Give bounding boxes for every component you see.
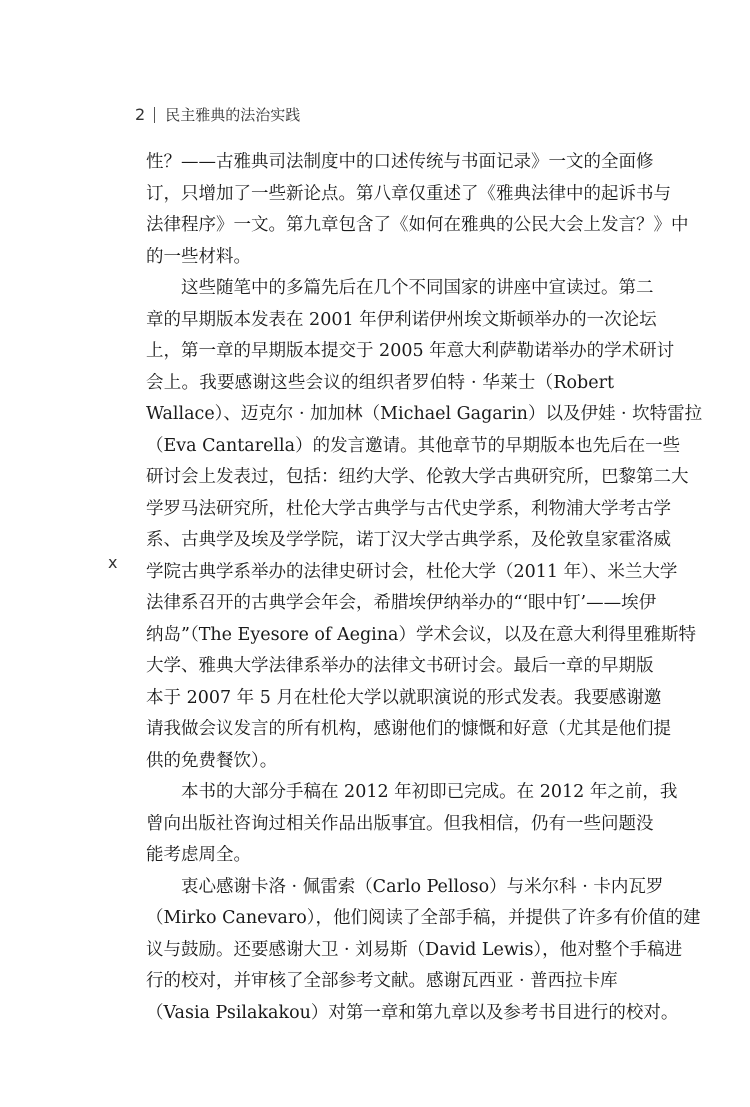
text-line: 学院古典学系举办的法律史研讨会，杜伦大学（2011 年）、米兰大学 <box>146 561 678 582</box>
text-line: Wallace）、迈克尔 · 加加林（Michael Gagarin）以及伊娃 · 坎特雷拉 <box>146 404 703 424</box>
text-line: 性？——古雅典司法制度中的口述传统与书面记录》一文的全面修 <box>146 152 654 172</box>
text-line: 纳岛”（The Eyesore of Aegina）学术会议，以及在意大利得里雅斯特 <box>146 624 696 645</box>
text-line: 议与鼓励。还要感谢大卫 · 刘易斯（David Lewis），他对整个手稿进 <box>146 939 683 960</box>
text-line: 的一些材料。 <box>146 246 251 267</box>
page-number: 2 <box>135 105 146 124</box>
text-line: 行的校对，并审核了全部参考文献。感谢瓦西亚 · 普西拉卡库 <box>146 971 618 991</box>
text-line: 这些随笔中的多篇先后在几个不同国家的讲座中宣读过。第二 <box>181 278 654 298</box>
text-line: 上，第一章的早期版本提交于 2005 年意大利萨勒诺举办的学术研讨 <box>146 341 675 361</box>
text-line: 学罗马法研究所，杜伦大学古典学与古代史学系，利物浦大学考古学 <box>146 498 671 519</box>
text-line: 本于 2007 年 5 月在杜伦大学以就职演说的形式发表。我要感谢邀 <box>146 687 662 708</box>
running-head <box>135 104 300 125</box>
margin-mark: x <box>108 553 118 572</box>
text-line: 能考虑周全。 <box>146 845 251 865</box>
text-line: 法律程序》一文。第九章包含了《如何在雅典的公民大会上发言？》中 <box>146 215 689 235</box>
text-line: （Eva Cantarella）的发言邀请。其他章节的早期版本也先后在一些 <box>146 435 681 456</box>
text-line: 订，只增加了一些新论点。第八章仅重述了《雅典法律中的起诉书与 <box>146 183 671 204</box>
body-text <box>146 147 703 1029</box>
text-line: （Mirko Canevaro），他们阅读了全部手稿，并提供了许多有价值的建 <box>146 908 701 928</box>
text-line: 衷心感谢卡洛 · 佩雷索（Carlo Pelloso）与米尔科 · 卡内瓦罗 <box>181 876 664 897</box>
text-line: 大学、雅典大学法律系举办的法律文书研讨会。最后一章的早期版 <box>146 656 654 676</box>
text-line: 本书的大部分手稿在 2012 年初即已完成。在 2012 年之前，我 <box>181 782 678 802</box>
text-line: （Vasia Psilakakou）对第一章和第九章以及参考书目进行的校对。 <box>146 1002 679 1023</box>
text-line: 请我做会议发言的所有机构，感谢他们的慷慨和好意（尤其是他们提 <box>146 719 671 739</box>
running-title: 民主雅典的法治实践 <box>165 106 301 124</box>
header-divider <box>154 107 155 123</box>
text-line: 供的免费餐饮）。 <box>146 750 278 771</box>
text-line: 研讨会上发表过，包括：纽约大学、伦敦大学古典研究所，巴黎第二大 <box>146 467 689 487</box>
text-line: 系、古典学及埃及学学院，诺丁汉大学古典学系，及伦敦皇家霍洛威 <box>146 530 671 550</box>
text-line: 曾向出版社咨询过相关作品出版事宜。但我相信，仍有一些问题没 <box>146 813 654 834</box>
text-line: 法律系召开的古典学会年会，希腊埃伊纳举办的“‘眼中钉’——埃伊 <box>146 593 657 613</box>
text-line: 会上。我要感谢这些会议的组织者罗伯特 · 华莱士（Robert <box>146 372 614 393</box>
text-line: 章的早期版本发表在 2001 年伊利诺伊州埃文斯顿举办的一次论坛 <box>146 309 657 330</box>
